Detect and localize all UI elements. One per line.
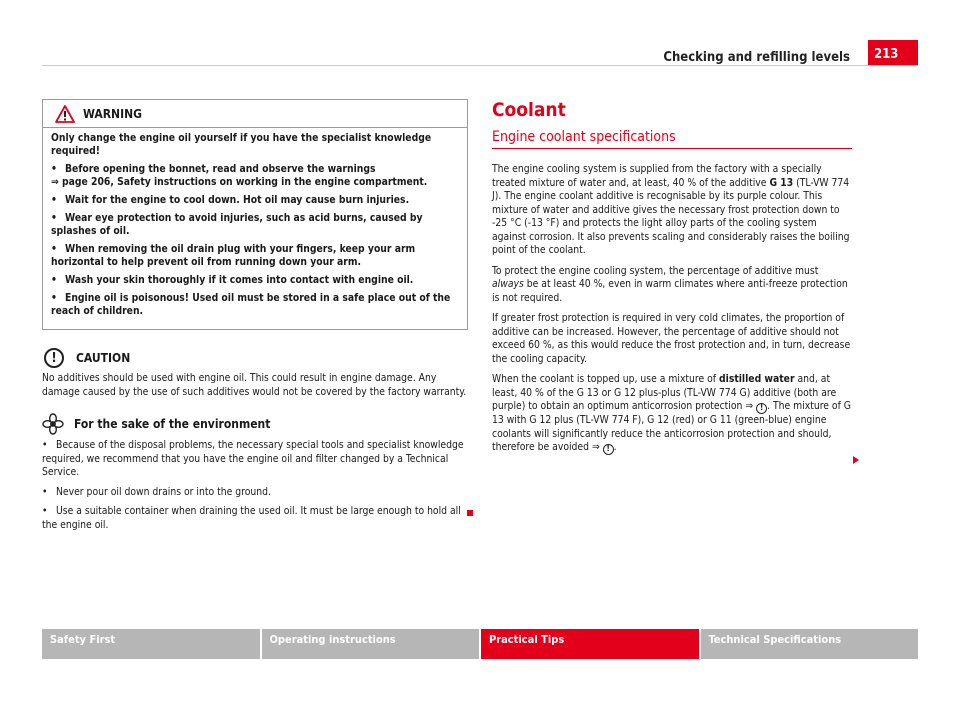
header-rule — [42, 65, 918, 66]
warning-header — [43, 100, 467, 128]
caution-text: No additives should be used with engine oil. This could result in engine damage. Any damage caused by the use of such additives would not be covered by the factory warranty. — [42, 372, 467, 398]
bullet-icon: • — [51, 212, 57, 224]
warning-paragraph — [51, 212, 459, 238]
environment-title: For the sake of the environment — [74, 417, 271, 431]
footer-nav — [42, 629, 918, 659]
bullet-icon: • — [51, 163, 57, 175]
coolant-paragraph — [492, 265, 852, 306]
caution-reference-icon[interactable]: ! — [756, 403, 767, 414]
footer-tab-operating-instructions[interactable]: Operating instructions — [262, 629, 480, 659]
warning-paragraph — [51, 194, 459, 207]
bullet-icon: • — [51, 194, 57, 206]
caution-reference-icon[interactable]: ! — [603, 444, 614, 455]
end-of-section-marker — [467, 510, 473, 516]
text-run: . The mixture of G 13 with G 12 plus (TL-VW 774 F), G 12 (red) or G 11 (green-blue) engine coolants will significantly reduce the anticorrosion protection and should, therefore be avoided ⇒ — [492, 400, 851, 453]
list-item-text: Use a suitable container when draining the used oil. It must be large enough to hold all the engine oil. — [42, 505, 461, 531]
emphasis-text: distilled water — [719, 373, 795, 385]
section-title: Coolant — [492, 99, 566, 121]
bullet-icon: • — [42, 439, 48, 451]
list-item — [42, 505, 468, 532]
warning-paragraph: Only change the engine oil yourself if you have the specialist knowledge required! — [51, 132, 432, 157]
subsection-title: Engine coolant specifications — [492, 129, 852, 149]
text-run: be at least 40 %, even in warm climates where anti-freeze protection is not required. — [492, 278, 848, 304]
footer-tab-safety-first[interactable]: Safety First — [42, 629, 260, 659]
coolant-paragraph — [492, 163, 852, 258]
coolant-paragraph: If greater frost protection is required in very cold climates, the proportion of additive can be increased. However, the percentage of additive should not exceed 60 %, as this would reduce the frost protection and, in turn, decrease the cooling capacity. — [492, 312, 851, 365]
caution-circle-icon: ! — [44, 348, 64, 368]
caution-block — [42, 348, 468, 399]
text-run: To protect the engine cooling system, the percentage of additive must — [492, 264, 819, 277]
text-run: The engine cooling system is supplied from the factory with a specially treated mixture of water and, at least, 40 % of the additive — [492, 163, 822, 189]
page-number: 213 — [868, 40, 918, 66]
running-header-title: Checking and refilling levels — [663, 50, 850, 65]
environment-list — [42, 439, 468, 532]
text-run: and, at least, 40 % of the G 13 or G 12 plus-plus (TL-VW 774 G) additive (both are purple) to obtain an optimum anticorrosion protection ⇒ — [492, 373, 837, 412]
bullet-icon: • — [42, 505, 48, 517]
bullet-icon: • — [51, 292, 57, 304]
footer-tab-practical-tips[interactable]: Practical Tips — [481, 629, 699, 659]
warning-triangle-icon — [55, 105, 75, 123]
caution-title: CAUTION — [76, 351, 131, 365]
list-item — [42, 486, 468, 500]
text-run: (TL-VW 774 J). The engine coolant additive is recognisable by its purple colour. This mixture of water and additive gives the necessary frost protection down to -25 °C (-13 °F) and protects the light alloy parts of the cooling system against corrosion. It also prevents scaling and considerably raises the boiling point of the coolant. — [492, 176, 850, 256]
warning-paragraph[interactable]: ⇒ page 206, Safety instructions on working in the engine compartment. — [51, 176, 428, 188]
flower-icon — [42, 413, 64, 435]
additive-name: G 13 — [769, 176, 794, 189]
warning-text: Wash your skin thoroughly if it comes into contact with engine oil. — [65, 274, 414, 286]
warning-text: Engine oil is poisonous! Used oil must be stored in a safe place out of the reach of children. — [51, 292, 451, 317]
continued-arrow-icon — [853, 456, 859, 464]
text-run: . — [613, 441, 617, 453]
coolant-paragraph — [492, 373, 852, 455]
warning-paragraph — [51, 292, 459, 318]
text-run: When the coolant is topped up, use a mixture of — [492, 373, 720, 385]
warning-box — [42, 99, 468, 330]
warning-paragraph — [51, 274, 459, 287]
warning-text: Wear eye protection to avoid injuries, such as acid burns, caused by splashes of oil. — [51, 212, 423, 237]
left-column — [42, 99, 468, 538]
bullet-icon: • — [42, 485, 48, 498]
warning-text: When removing the oil drain plug with your fingers, keep your arm horizontal to help prevent oil from running down your arm. — [51, 243, 416, 268]
environment-header — [42, 413, 468, 435]
list-item — [42, 439, 468, 480]
warning-text: Wait for the engine to cool down. Hot oil may cause burn injuries. — [65, 194, 410, 206]
environment-block — [42, 413, 468, 532]
footer-tab-technical-specifications[interactable]: Technical Specifications — [701, 629, 919, 659]
warning-paragraph — [51, 163, 459, 176]
bullet-icon: • — [51, 274, 57, 286]
list-item-text: Because of the disposal problems, the necessary special tools and specialist knowledge required, we recommend that you have the engine oil and filter changed by a Technical Service. — [42, 439, 464, 478]
warning-text: Before opening the bonnet, read and observe the warnings — [65, 163, 376, 175]
warning-title: WARNING — [83, 106, 142, 121]
right-column — [492, 99, 852, 462]
emphasis-text: always — [492, 278, 524, 290]
list-item-text: Never pour oil down drains or into the ground. — [56, 485, 271, 498]
warning-paragraph — [51, 243, 459, 269]
bullet-icon: • — [51, 243, 57, 255]
caution-header — [42, 348, 468, 368]
